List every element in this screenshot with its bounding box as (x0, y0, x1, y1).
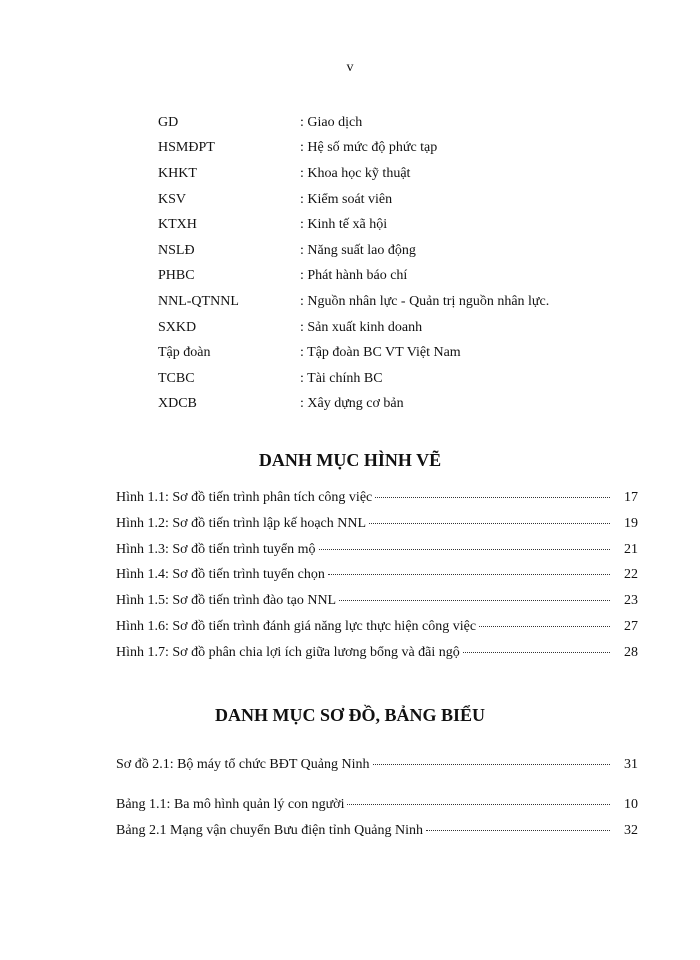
figures-list (116, 490, 638, 671)
abbreviation-row (158, 212, 638, 238)
diagrams-tables-heading: DANH MỤC SƠ ĐỒ, BẢNG BIỂU (214, 705, 486, 725)
abbreviation-definition: : Hệ số mức độ phức tạp (300, 140, 438, 156)
abbreviation-row (158, 340, 638, 366)
abbreviation-row (158, 366, 638, 392)
figure-entry-title: Hình 1.2: Sơ đồ tiến trình lập kế hoạch NNL (116, 515, 367, 531)
diagram-entry-title: Sơ đồ 2.1: Bộ máy tổ chức BĐT Quảng Ninh (116, 757, 370, 772)
abbreviation-term: PHBC (158, 268, 195, 284)
dot-leader (347, 804, 610, 805)
abbreviation-term: KHKT (158, 165, 197, 181)
figure-entry[interactable] (116, 516, 638, 542)
dot-leader (463, 652, 610, 653)
abbreviation-term: Tập đoàn (158, 345, 211, 361)
table-entry-title: Bảng 1.1: Ba mô hình quản lý con người (116, 797, 345, 812)
figure-entry[interactable] (116, 542, 638, 568)
figure-entry-title: Hình 1.1: Sơ đồ tiến trình phân tích công việc (116, 490, 373, 505)
figure-entry-title: Hình 1.6: Sơ đồ tiến trình đánh giá năng lực thực hiện công việc (116, 618, 477, 634)
abbreviation-definition: : Kinh tế xã hội (300, 217, 388, 233)
figure-entry-page: 28 (624, 644, 638, 660)
abbreviation-term: NNL-QTNNL (158, 293, 239, 309)
abbreviation-definition: : Xây dựng cơ bản (300, 396, 404, 412)
diagrams-list (116, 757, 638, 783)
abbreviation-term: KTXH (158, 217, 197, 233)
dot-leader (369, 523, 610, 524)
abbreviation-definition: : Nguồn nhân lực - Quản trị nguồn nhân lực. (300, 293, 550, 309)
abbreviation-term: SXKD (158, 319, 197, 335)
figure-entry-title: Hình 1.7: Sơ đồ phân chia lợi ích giữa lương bổng và đãi ngộ (116, 644, 460, 660)
figure-entry-page: 19 (624, 515, 638, 531)
figure-entry-title: Hình 1.3: Sơ đồ tiến trình tuyển mộ (116, 541, 316, 557)
figure-entry-page: 22 (624, 567, 638, 583)
abbreviation-definition: : Sản xuất kinh doanh (300, 319, 423, 335)
diagram-entry-page: 31 (624, 757, 638, 772)
figure-entry-page: 27 (624, 618, 638, 634)
abbreviation-term: HSMĐPT (158, 140, 215, 156)
tables-list (116, 797, 638, 849)
figure-entry[interactable] (116, 593, 638, 619)
dot-leader (339, 600, 610, 601)
abbreviation-definition: : Tập đoàn BC VT Việt Nam (300, 345, 461, 361)
abbreviation-row (158, 392, 638, 418)
abbreviation-definition: : Tài chính BC (300, 370, 383, 386)
figure-entry[interactable] (116, 490, 638, 516)
abbreviation-list (158, 110, 638, 417)
table-entry[interactable] (116, 797, 638, 823)
abbreviation-row (158, 238, 638, 264)
abbreviation-row (158, 161, 638, 187)
abbreviation-row (158, 315, 638, 341)
figure-entry[interactable] (116, 619, 638, 645)
abbreviation-definition: : Kiểm soát viên (300, 191, 393, 207)
abbreviation-term: XDCB (158, 396, 197, 412)
figure-entry-page: 21 (624, 541, 638, 557)
dot-leader (328, 574, 610, 575)
page-number: v (346, 60, 354, 75)
diagram-entry[interactable] (116, 757, 638, 783)
abbreviation-term: TCBC (158, 370, 195, 386)
dot-leader (319, 549, 610, 550)
abbreviation-term: GD (158, 114, 179, 130)
abbreviation-definition: : Năng suất lao động (300, 242, 416, 258)
table-entry[interactable] (116, 823, 638, 849)
abbreviation-row (158, 136, 638, 162)
abbreviation-row (158, 187, 638, 213)
abbreviation-row (158, 110, 638, 136)
figure-entry-title: Hình 1.4: Sơ đồ tiến trình tuyển chọn (116, 567, 325, 583)
abbreviation-row (158, 289, 638, 315)
figure-entry-title: Hình 1.5: Sơ đồ tiến trình đào tạo NNL (116, 593, 337, 609)
abbreviation-term: NSLĐ (158, 242, 195, 258)
table-entry-page: 10 (624, 797, 638, 812)
table-entry-title: Bảng 2.1 Mạng vận chuyển Bưu điện tỉnh Quảng Ninh (116, 822, 423, 838)
figure-entry-page: 17 (624, 490, 638, 505)
abbreviation-definition: : Giao dịch (300, 114, 363, 130)
figure-entry[interactable] (116, 645, 638, 671)
abbreviation-term: KSV (158, 191, 187, 207)
abbreviation-definition: : Phát hành báo chí (300, 268, 408, 284)
figure-entry[interactable] (116, 567, 638, 593)
abbreviation-definition: : Khoa học kỹ thuật (300, 165, 411, 181)
figures-heading: DANH MỤC HÌNH VẼ (258, 450, 442, 470)
dot-leader (479, 626, 610, 627)
dot-leader (373, 764, 611, 765)
dot-leader (426, 830, 610, 831)
figure-entry-page: 23 (624, 593, 638, 609)
table-entry-page: 32 (624, 822, 638, 838)
abbreviation-row (158, 264, 638, 290)
dot-leader (375, 497, 610, 498)
